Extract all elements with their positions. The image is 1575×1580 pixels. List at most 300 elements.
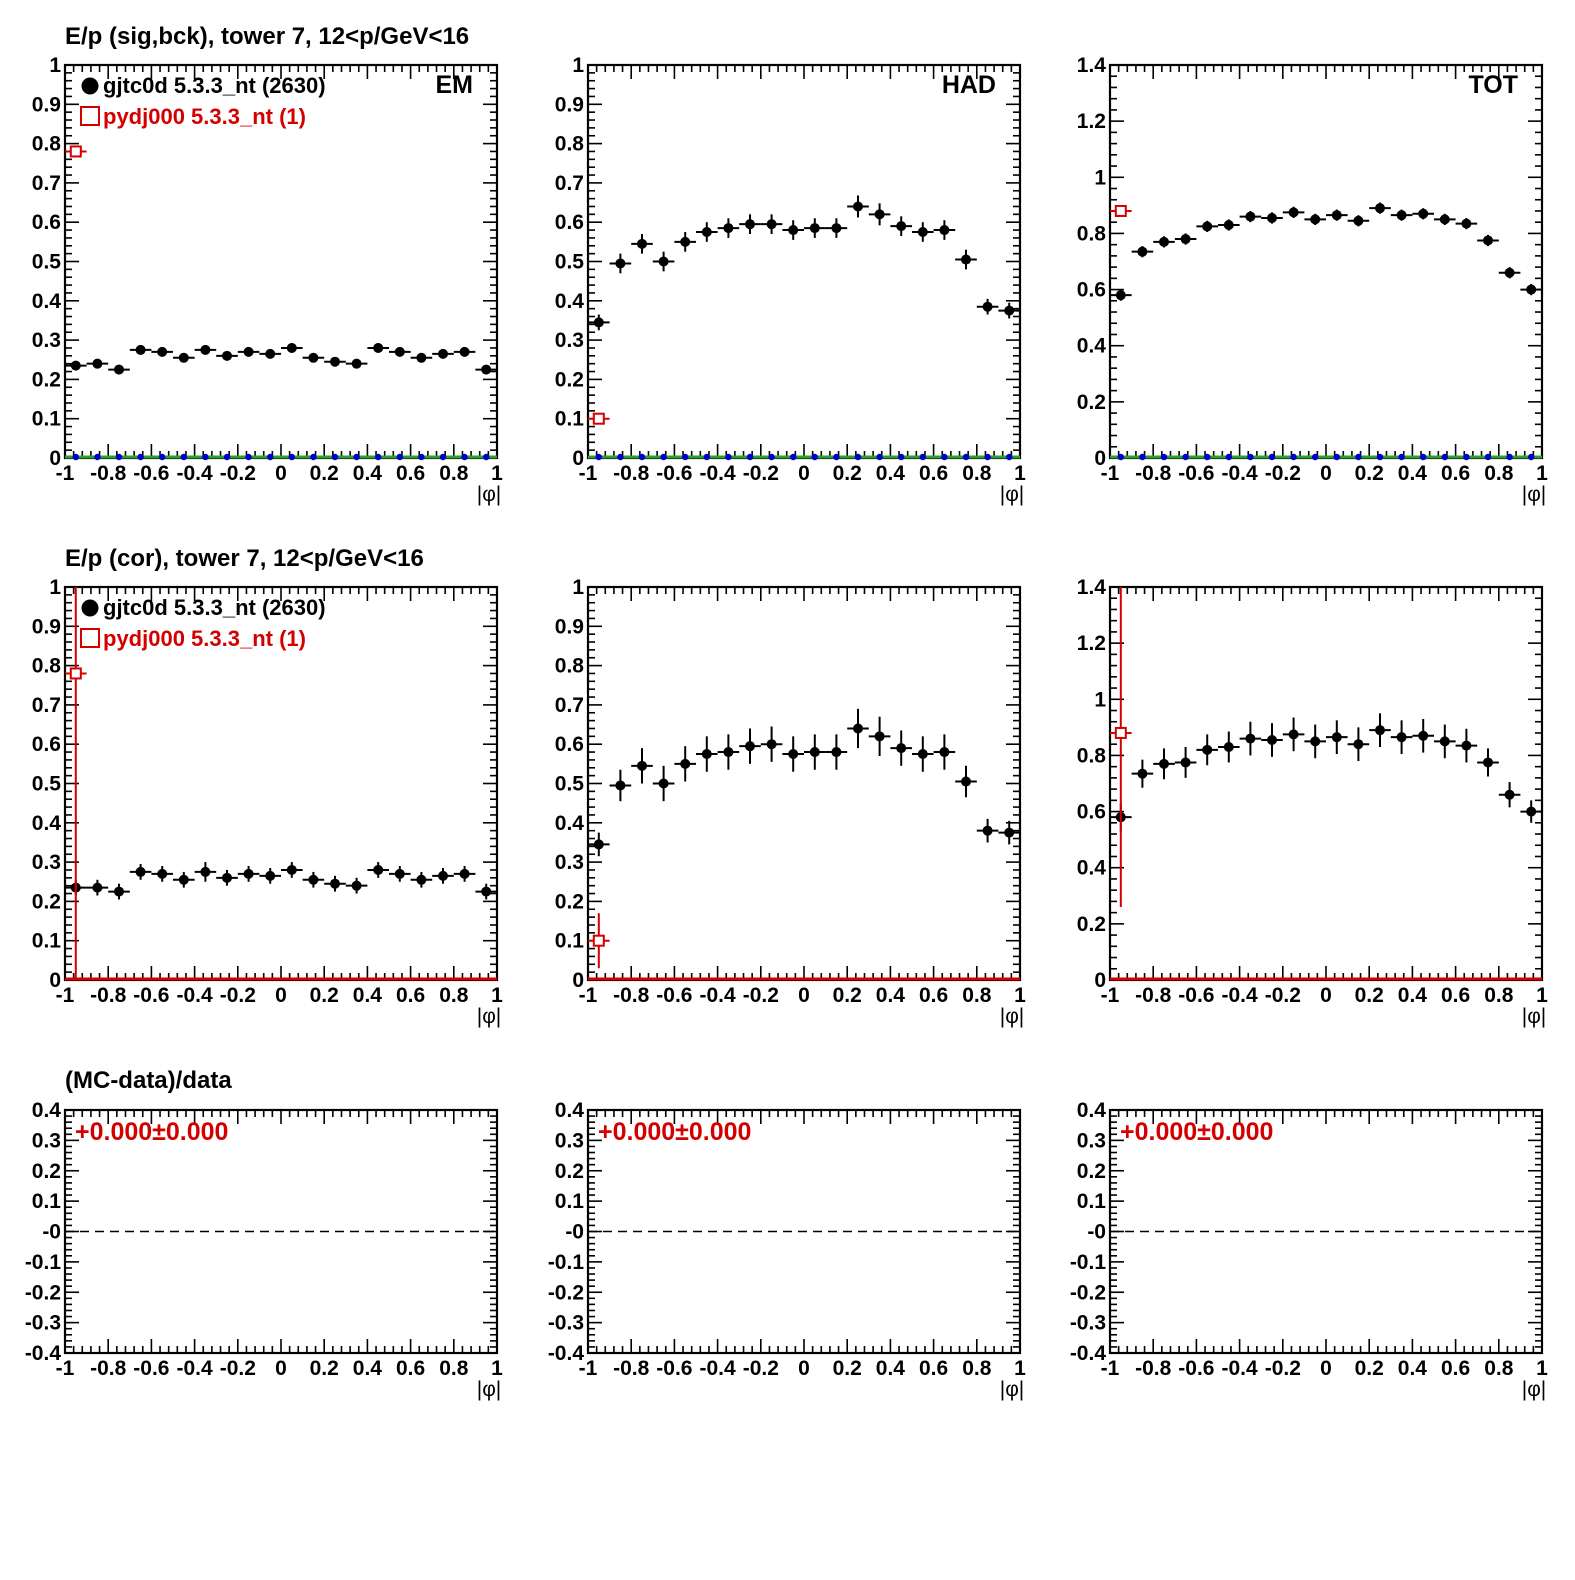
x-tick-label: -1 [55,462,75,485]
y-tick-label: 0.5 [31,250,61,274]
sig-point [308,353,318,363]
x-tick-label: -0.6 [656,1357,693,1380]
sig-point [179,875,189,885]
sig-point [481,887,491,897]
y-tick-label: 0 [572,969,584,992]
sig-point [680,237,690,247]
y-tick-label: -0.3 [547,1311,584,1335]
sig-point [896,221,906,231]
x-tick-label: 0.8 [962,984,992,1007]
x-tick-label: -1 [1100,462,1120,485]
sig-point [265,349,275,359]
sig-point [702,227,712,237]
sig-point [1289,729,1299,739]
sig-point [1004,828,1014,838]
sig-point [788,749,798,759]
x-axis-label: |φ| [1521,1005,1547,1028]
y-tick-label: -0.2 [1069,1281,1106,1305]
y-tick-label: -0.1 [24,1250,61,1274]
sig-point [853,723,863,733]
sig-point [416,353,426,363]
bck-zero-marker [224,454,230,460]
x-tick-label: 0.6 [1440,1357,1471,1380]
x-tick-label: -0.4 [1221,984,1258,1007]
x-tick-label: 1 [1536,462,1548,485]
sig-point [702,749,712,759]
y-tick-label: 0.9 [31,93,61,117]
x-tick-label: 0.4 [352,1357,383,1380]
y-tick-label: 1 [49,576,61,599]
x-tick-label: -0.4 [699,984,736,1007]
x-tick-label: -0.4 [176,1357,213,1380]
sig-point [308,875,318,885]
x-tick-label: 1 [491,1357,503,1380]
panel-4 [32,576,503,1028]
sig-point [1526,285,1536,295]
bck-zero-marker [660,454,666,460]
x-tick-label: 0 [798,1357,810,1380]
bck-point [71,668,81,678]
y-tick-label: 1.4 [1076,54,1106,77]
x-tick-label: 0.4 [875,1357,906,1380]
sig-point [114,887,124,897]
x-tick-label: 0 [1320,1357,1332,1380]
sig-point [615,258,625,268]
x-tick-label: -0.4 [699,462,736,485]
y-tick-label: 0 [1094,447,1106,470]
sig-point [918,749,928,759]
sig-point [1397,210,1407,220]
sig-point [1505,268,1515,278]
bck-zero-marker [1204,454,1210,460]
x-tick-label: 0.8 [439,984,469,1007]
x-tick-label: -0.2 [1264,462,1301,485]
bck-zero-marker [812,454,818,460]
sig-point [395,869,405,879]
bck-point [1116,206,1126,216]
y-tick-label: 0.2 [31,1159,61,1183]
plot-frame [1110,587,1542,980]
bck-zero-marker [1182,454,1188,460]
x-axis-label: |φ| [1521,483,1547,506]
y-tick-label: 0.9 [554,615,584,639]
y-tick-label: 0.1 [31,407,61,431]
sig-point [287,343,297,353]
sig-point [961,255,971,265]
x-tick-label: 0.6 [1440,462,1471,485]
bck-zero-marker [984,454,990,460]
bck-zero-marker [1118,454,1124,460]
y-tick-label: 0.2 [1076,1159,1106,1183]
panels-container [25,54,1548,1401]
x-axis-label: |φ| [999,1005,1025,1028]
panel-1 [32,54,503,506]
y-tick-label: 0.6 [554,211,584,235]
x-tick-label: 1 [1014,462,1026,485]
bck-zero-marker [289,454,295,460]
x-tick-label: -0.6 [133,462,170,485]
bck-zero-marker [245,454,251,460]
sig-point [373,343,383,353]
sig-point [1332,732,1342,742]
x-tick-label: -0.6 [1178,984,1215,1007]
x-tick-label: -1 [578,984,598,1007]
sig-point [330,357,340,367]
panel-6 [1077,576,1548,1028]
bck-zero-marker [1269,454,1275,460]
bck-zero-marker [375,454,381,460]
x-tick-label: 0.2 [1354,984,1384,1007]
y-tick-label: 0.3 [554,329,584,353]
panel-label: HAD [941,71,996,99]
x-tick-label: -0.8 [613,1357,650,1380]
y-tick-label: 0.1 [554,407,584,431]
x-axis-label: |φ| [999,483,1025,506]
bck-zero-marker [920,454,926,460]
y-tick-label: 0.2 [554,368,584,392]
x-tick-label: 1 [1536,1357,1548,1380]
sig-point [244,869,254,879]
sig-point [788,225,798,235]
y-tick-label: 0.4 [554,1099,584,1122]
sig-point [1353,739,1363,749]
x-tick-label: -0.8 [90,462,127,485]
bck-zero-marker [397,454,403,460]
y-tick-label: 0.8 [1076,744,1106,768]
sig-point [1159,237,1169,247]
x-tick-label: -0.4 [1221,1357,1258,1380]
y-tick-label: 0.4 [31,289,61,313]
bck-zero-marker [267,454,273,460]
bck-zero-marker [725,454,731,460]
bck-zero-marker [1420,454,1426,460]
sig-point [1353,216,1363,226]
bck-zero-marker [1442,454,1448,460]
sig-point [745,741,755,751]
bck-zero-marker [353,454,359,460]
x-tick-label: -0.8 [90,1357,127,1380]
sig-point [71,361,81,371]
x-tick-label: 0 [798,984,810,1007]
y-tick-label: 1 [572,576,584,599]
x-tick-label: -0.6 [656,462,693,485]
x-tick-label: -0.4 [1221,462,1258,485]
sig-point [438,349,448,359]
bck-zero-marker [855,454,861,460]
x-tick-label: -0.2 [219,1357,256,1380]
y-tick-label: 0.1 [1076,1190,1106,1214]
x-axis-label: |φ| [1521,1378,1547,1401]
x-tick-label: 0 [798,462,810,485]
sig-point [1310,736,1320,746]
sig-point [1483,235,1493,245]
sig-point [1461,741,1471,751]
x-tick-label: 0.2 [1354,462,1384,485]
x-tick-label: 0 [1320,462,1332,485]
bck-zero-marker [833,454,839,460]
bck-zero-marker [1290,454,1296,460]
sig-point [92,359,102,369]
x-tick-label: -0.8 [1135,462,1172,485]
y-tick-label: 0.8 [554,654,584,678]
bck-zero-marker [440,454,446,460]
x-tick-label: -0.4 [699,1357,736,1380]
bck-zero-marker [963,454,969,460]
sig-point [810,223,820,233]
y-tick-label: 1 [1094,166,1106,190]
y-tick-label: 0.1 [31,929,61,953]
x-axis-label: |φ| [476,483,502,506]
x-tick-label: 0.6 [918,1357,949,1380]
bck-zero-marker [876,454,882,460]
y-tick-label: 0 [49,969,61,992]
x-tick-label: 0.8 [1484,984,1514,1007]
x-tick-label: 0.6 [918,462,949,485]
y-tick-label: 0.7 [31,693,61,717]
bck-zero-marker [1334,454,1340,460]
x-tick-label: 0.8 [439,1357,469,1380]
bck-zero-marker [418,454,424,460]
bck-zero-marker [1312,454,1318,460]
bck-zero-marker [1355,454,1361,460]
ratio-annotation: +0.000±0.000 [1120,1118,1274,1146]
x-tick-label: -0.8 [1135,1357,1172,1380]
y-tick-label: -0.3 [24,1311,61,1335]
bck-zero-marker [898,454,904,460]
legend-bck-label: pydj000 5.3.3_nt (1) [103,626,306,651]
bck-zero-marker [202,454,208,460]
y-tick-label: 0.7 [31,171,61,195]
sig-point [222,351,232,361]
x-tick-label: 0.2 [309,1357,339,1380]
bck-zero-marker [768,454,774,460]
y-tick-label: 0.2 [1076,912,1106,936]
y-tick-label: -0 [42,1220,61,1244]
x-tick-label: 0.4 [1397,462,1428,485]
y-tick-label: -0.3 [1069,1311,1106,1335]
sig-point [1245,212,1255,222]
sig-point [939,747,949,757]
bck-zero-marker [747,454,753,460]
sig-point [373,865,383,875]
x-tick-label: -0.8 [613,462,650,485]
sig-point [136,867,146,877]
x-tick-label: -1 [1100,984,1120,1007]
plot-frame [1110,65,1542,458]
sig-point [287,865,297,875]
bck-point [71,146,81,156]
bck-zero-marker [596,454,602,460]
sig-point [114,365,124,375]
x-tick-label: -1 [55,984,75,1007]
x-tick-label: -0.8 [90,984,127,1007]
sig-point [330,879,340,889]
bck-zero-marker [1226,454,1232,460]
x-tick-label: 0.8 [1484,462,1514,485]
y-tick-label: -0 [1087,1220,1106,1244]
x-tick-label: -0.2 [1264,984,1301,1007]
sig-point [136,345,146,355]
y-tick-label: 1 [1094,688,1106,712]
bck-zero-marker [1161,454,1167,460]
y-tick-label: 0.3 [31,329,61,353]
sig-point [983,302,993,312]
y-tick-label: 0.5 [31,772,61,796]
sig-point [1159,759,1169,769]
x-tick-label: 0.4 [1397,1357,1428,1380]
sig-point [767,219,777,229]
y-tick-label: -0.4 [24,1342,61,1365]
x-tick-label: -0.2 [219,984,256,1007]
bck-zero-marker [1006,454,1012,460]
x-tick-label: 0.2 [832,1357,862,1380]
legend-sig-label: gjtc0d 5.3.3_nt (2630) [103,73,326,98]
sig-point [615,780,625,790]
sig-point [810,747,820,757]
y-tick-label: 0.5 [554,772,584,796]
bck-zero-marker [682,454,688,460]
y-tick-label: 0.5 [554,250,584,274]
x-tick-label: -1 [1100,1357,1120,1380]
sig-point [157,869,167,879]
sig-point [1289,207,1299,217]
legend-bck-marker [81,107,99,125]
x-tick-label: -1 [55,1357,75,1380]
x-tick-label: 1 [1014,1357,1026,1380]
ratio-annotation: +0.000±0.000 [598,1118,752,1146]
x-axis-label: |φ| [476,1005,502,1028]
bck-zero-marker [617,454,623,460]
sig-point [831,223,841,233]
y-tick-label: 0.8 [31,654,61,678]
y-tick-label: 0.9 [31,615,61,639]
sig-point [767,739,777,749]
y-tick-label: 0 [49,447,61,470]
sig-point [875,209,885,219]
legend-sig-marker [82,78,99,95]
y-tick-label: -0.1 [1069,1250,1106,1274]
x-tick-label: 0.6 [395,1357,426,1380]
panel-label: EM [435,71,473,99]
y-tick-label: 0.4 [31,1099,61,1122]
sig-point [1202,221,1212,231]
sig-point [157,347,167,357]
sig-point [438,871,448,881]
sig-point [1181,234,1191,244]
sig-point [1440,736,1450,746]
x-tick-label: 0 [275,462,287,485]
sig-point [659,779,669,789]
x-tick-label: 1 [491,984,503,1007]
y-tick-label: 0.4 [554,289,584,313]
y-tick-label: 0.9 [554,93,584,117]
x-tick-label: 0.4 [352,984,383,1007]
x-tick-label: -0.2 [742,1357,779,1380]
sig-point [983,826,993,836]
y-tick-label: -0.4 [1069,1342,1106,1365]
sig-point [416,875,426,885]
legend-sig-label: gjtc0d 5.3.3_nt (2630) [103,595,326,620]
y-tick-label: -0.1 [547,1250,584,1274]
sig-point [723,223,733,233]
sig-point [200,867,210,877]
x-tick-label: -0.6 [656,984,693,1007]
bck-zero-marker [790,454,796,460]
bck-zero-marker [1398,454,1404,460]
panel-2 [555,54,1026,506]
x-tick-label: 0.6 [395,462,426,485]
x-tick-label: -1 [578,1357,598,1380]
sig-point [1418,209,1428,219]
x-tick-label: 0.8 [962,1357,992,1380]
sig-point [1310,214,1320,224]
x-tick-label: -0.4 [176,984,213,1007]
sig-point [1224,742,1234,752]
y-tick-label: 0.4 [31,811,61,835]
x-tick-label: -0.2 [742,984,779,1007]
bck-zero-marker [941,454,947,460]
x-tick-label: -0.6 [133,984,170,1007]
x-tick-label: -0.2 [742,462,779,485]
sig-point [179,353,189,363]
x-tick-label: 0.4 [875,462,906,485]
sig-point [265,871,275,881]
bck-zero-marker [704,454,710,460]
x-tick-label: 0.8 [962,462,992,485]
bck-zero-marker [1506,454,1512,460]
sig-point [352,881,362,891]
sig-point [637,239,647,249]
bck-zero-marker [639,454,645,460]
sig-point [1375,203,1385,213]
bck-zero-marker [1377,454,1383,460]
y-tick-label: 0.2 [554,890,584,914]
row-title-1: E/p (sig,bck), tower 7, 12<p/GeV<16 [65,23,470,50]
y-tick-label: 0.1 [554,1190,584,1214]
bck-zero-marker [461,454,467,460]
panel-label: TOT [1468,71,1518,99]
y-tick-label: 1 [572,54,584,77]
sig-point [659,257,669,267]
x-tick-label: -0.6 [133,1357,170,1380]
bck-point [1116,728,1126,738]
y-tick-label: 0 [572,447,584,470]
sig-point [1137,247,1147,257]
y-tick-label: 0.2 [31,890,61,914]
x-tick-label: 0.8 [1484,1357,1514,1380]
x-tick-label: 0 [275,1357,287,1380]
y-tick-label: 0 [1094,969,1106,992]
ratio-annotation: +0.000±0.000 [75,1118,229,1146]
sig-point [1375,725,1385,735]
y-tick-label: 0.3 [1076,1129,1106,1153]
sig-point [1202,745,1212,755]
sig-point [831,747,841,757]
sig-point [1116,290,1126,300]
x-tick-label: -0.8 [613,984,650,1007]
y-tick-label: 1.2 [1076,632,1106,656]
y-tick-label: 0.6 [554,733,584,757]
sig-point [1267,735,1277,745]
bck-zero-marker [310,454,316,460]
x-tick-label: -0.4 [176,462,213,485]
x-tick-label: 0.2 [309,984,339,1007]
y-tick-label: 0.7 [554,693,584,717]
x-tick-label: 1 [1014,984,1026,1007]
sig-point [723,747,733,757]
x-tick-label: -0.2 [1264,1357,1301,1380]
panel-3 [1077,54,1548,506]
